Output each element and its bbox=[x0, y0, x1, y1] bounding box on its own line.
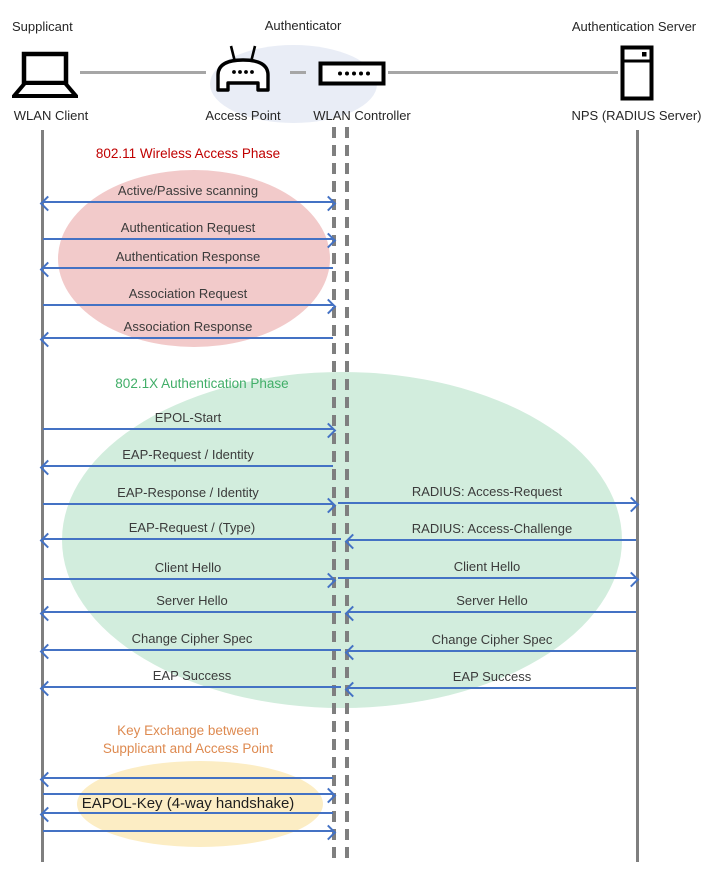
msg-client-hello-left: Client Hello bbox=[43, 578, 333, 580]
role-authentication-server: Authentication Server bbox=[571, 19, 697, 34]
msg-client-hello-right: Client Hello bbox=[338, 577, 636, 579]
msg-change-cipher-spec-right: Change Cipher Spec bbox=[348, 650, 636, 652]
msg-eap-request-type: EAP-Request / (Type) bbox=[43, 538, 341, 540]
label-wlan-controller: WLAN Controller bbox=[313, 108, 411, 123]
phase3-title-line2: Supplicant and Access Point bbox=[102, 741, 274, 756]
key-exchange-arrow-1 bbox=[43, 777, 333, 779]
msg-authentication-request: Authentication Request bbox=[43, 238, 333, 240]
key-exchange-arrow-3 bbox=[43, 812, 333, 814]
server-icon bbox=[620, 45, 655, 102]
msg-authentication-response: Authentication Response bbox=[43, 267, 333, 269]
msg-server-hello-right: Server Hello bbox=[348, 611, 636, 613]
msg-radius-access-request: RADIUS: Access-Request bbox=[338, 502, 636, 504]
msg-eap-success-left: EAP Success bbox=[43, 686, 341, 688]
msg-eap-response-identity: EAP-Response / Identity bbox=[43, 503, 333, 505]
role-authenticator: Authenticator bbox=[264, 18, 342, 33]
phase2-title: 802.1X Authentication Phase bbox=[115, 376, 289, 391]
label-wlan-client: WLAN Client bbox=[13, 108, 89, 123]
phase3-title-line1: Key Exchange between bbox=[117, 723, 259, 738]
msg-change-cipher-spec-left: Change Cipher Spec bbox=[43, 649, 341, 651]
label-nps-server: NPS (RADIUS Server) bbox=[571, 108, 702, 123]
role-supplicant: Supplicant bbox=[12, 19, 73, 34]
msg-association-request: Association Request bbox=[43, 304, 333, 306]
msg-eap-request-identity: EAP-Request / Identity bbox=[43, 465, 333, 467]
lifeline-server bbox=[636, 130, 639, 862]
msg-server-hello-left: Server Hello bbox=[43, 611, 341, 613]
phase1-title: 802.11 Wireless Access Phase bbox=[95, 146, 281, 161]
label-access-point: Access Point bbox=[205, 108, 281, 123]
msg-eap-success-right: EAP Success bbox=[348, 687, 636, 689]
msg-association-response: Association Response bbox=[43, 337, 333, 339]
connector-client-ap bbox=[80, 71, 206, 74]
msg-active-passive-scanning: Active/Passive scanning bbox=[43, 201, 333, 203]
key-exchange-arrow-4 bbox=[43, 830, 333, 832]
controller-icon bbox=[318, 61, 386, 86]
msg-epol-start: EPOL-Start bbox=[43, 428, 333, 430]
connector-ap-controller bbox=[290, 71, 306, 74]
access-point-icon bbox=[214, 45, 272, 95]
msg-radius-access-challenge: RADIUS: Access-Challenge bbox=[348, 539, 636, 541]
connector-controller-server bbox=[388, 71, 618, 74]
laptop-icon bbox=[12, 51, 78, 99]
eapol-key-label: EAPOL-Key (4-way handshake) bbox=[81, 795, 295, 812]
